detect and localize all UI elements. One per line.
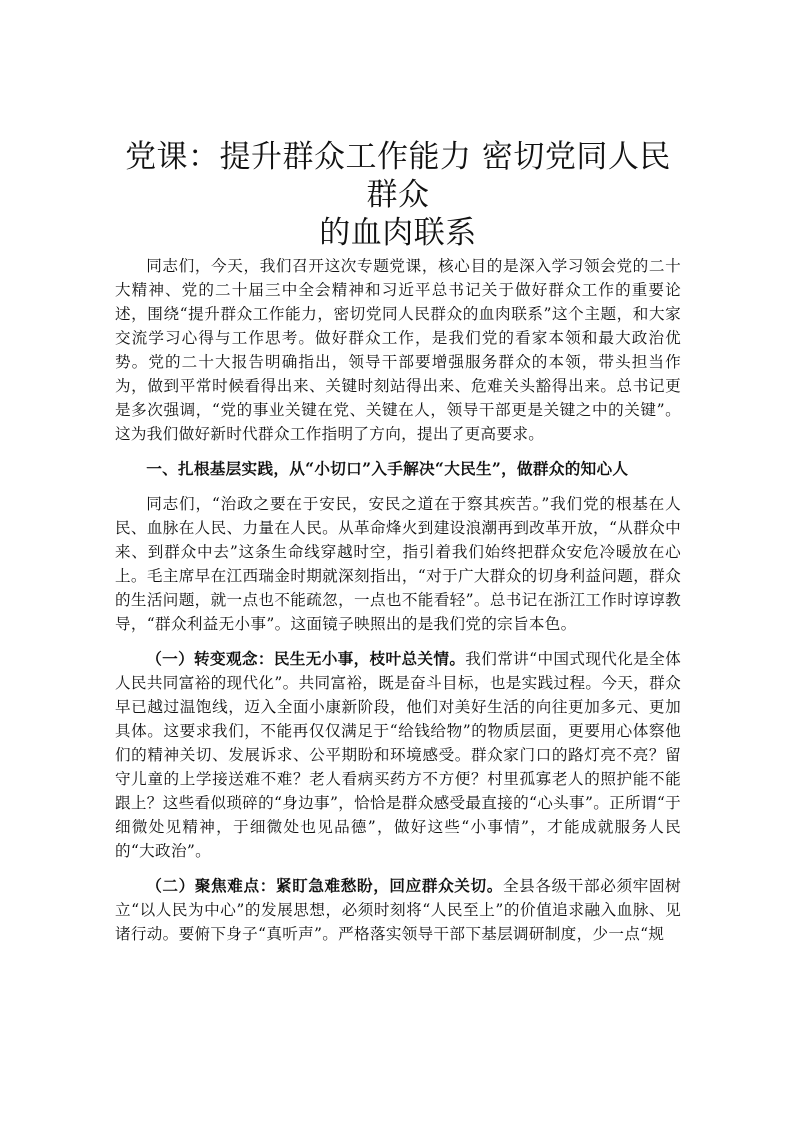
subsection-1-paragraph — [115, 647, 681, 863]
subsection-1-lead: （一）转变观念：民生无小事，枝叶总关情。 — [146, 649, 466, 668]
title-line-1: 党课：提升群众工作能力 密切党同人民群众 — [125, 139, 671, 213]
section-1-paragraph: 同志们，“治政之要在于安民，安民之道在于察其疾苦。”我们党的根基在人民、血脉在人民、力量在人民。从革命烽火到建设浪潮再到改革开放，“从群众中来、到群众中去”这条生命线穿越时空，指引着我们始终把群众安危冷暖放在心上。毛主席早在江西瑞金时期就深刻指出，“对于广大群众的切身利益问题，群众的生活问题，就一点也不能疏忽，一点也不能看轻”。总书记在浙江工作时谆谆教导，“群众利益无小事”。这面镜子映照出的是我们党的宗旨本色。 — [115, 495, 681, 633]
subsection-2-body: 全县各级干部必须牢固树立“以人民为中心”的发展思想，必须时刻将“人民至上”的价值追求融入血脉、见诸行动。要俯下身子“真听声”。严格落实领导干部下基层调研制度，少一点“规 — [115, 877, 681, 943]
document-title — [115, 138, 681, 252]
subsection-2-lead: （二）聚焦难点：紧盯急难愁盼，回应群众关切。 — [146, 876, 503, 895]
title-line-2: 的血肉联系 — [319, 215, 477, 251]
subsection-2-paragraph — [115, 874, 681, 946]
document-page — [115, 138, 681, 946]
intro-paragraph: 同志们，今天，我们召开这次专题党课，核心目的是深入学习领会党的二十大精神、党的二十届三中全会精神和习近平总书记关于做好群众工作的重要论述，围绕“提升群众工作能力，密切党同人民群众的血肉联系”这个主题，和大家交流学习心得与工作思考。做好群众工作，是我们党的看家本领和最大政治优势。党的二十大报告明确指出，领导干部要增强服务群众的本领，带头担当作为，做到平常时候看得出来、关键时刻站得出来、危难关头豁得出来。总书记更是多次强调，“党的事业关键在党、关键在人，领导干部更是关键之中的关键”。这为我们做好新时代群众工作指明了方向，提出了更高要求。 — [115, 257, 681, 443]
section-1-heading: 一、扎根基层实践，从“小切口”入手解决“大民生”，做群众的知心人 — [146, 459, 629, 478]
subsection-1-body: 我们常讲“中国式现代化是全体人民共同富裕的现代化”。共同富裕，既是奋斗目标，也是实践过程。今天，群众早已越过温饱线，迈入全面小康新阶段，他们对美好生活的向往更加多元、更加具体。这要求我们，不能再仅仅满足于“给钱给物”的物质层面，更要用心体察他们的精神关切、发展诉求、公平期盼和环境感受。群众家门口的路灯亮不亮？留守儿童的上学接送难不难？老人看病买药方不方便？村里孤寡老人的照护能不能跟上？这些看似琐碎的“身边事”，恰恰是群众感受最直接的“心头事”。正所谓“于细微处见精神，于细微处也见品德”，做好这些“小事情”，才能成就服务人民的“大政治”。 — [115, 650, 681, 860]
